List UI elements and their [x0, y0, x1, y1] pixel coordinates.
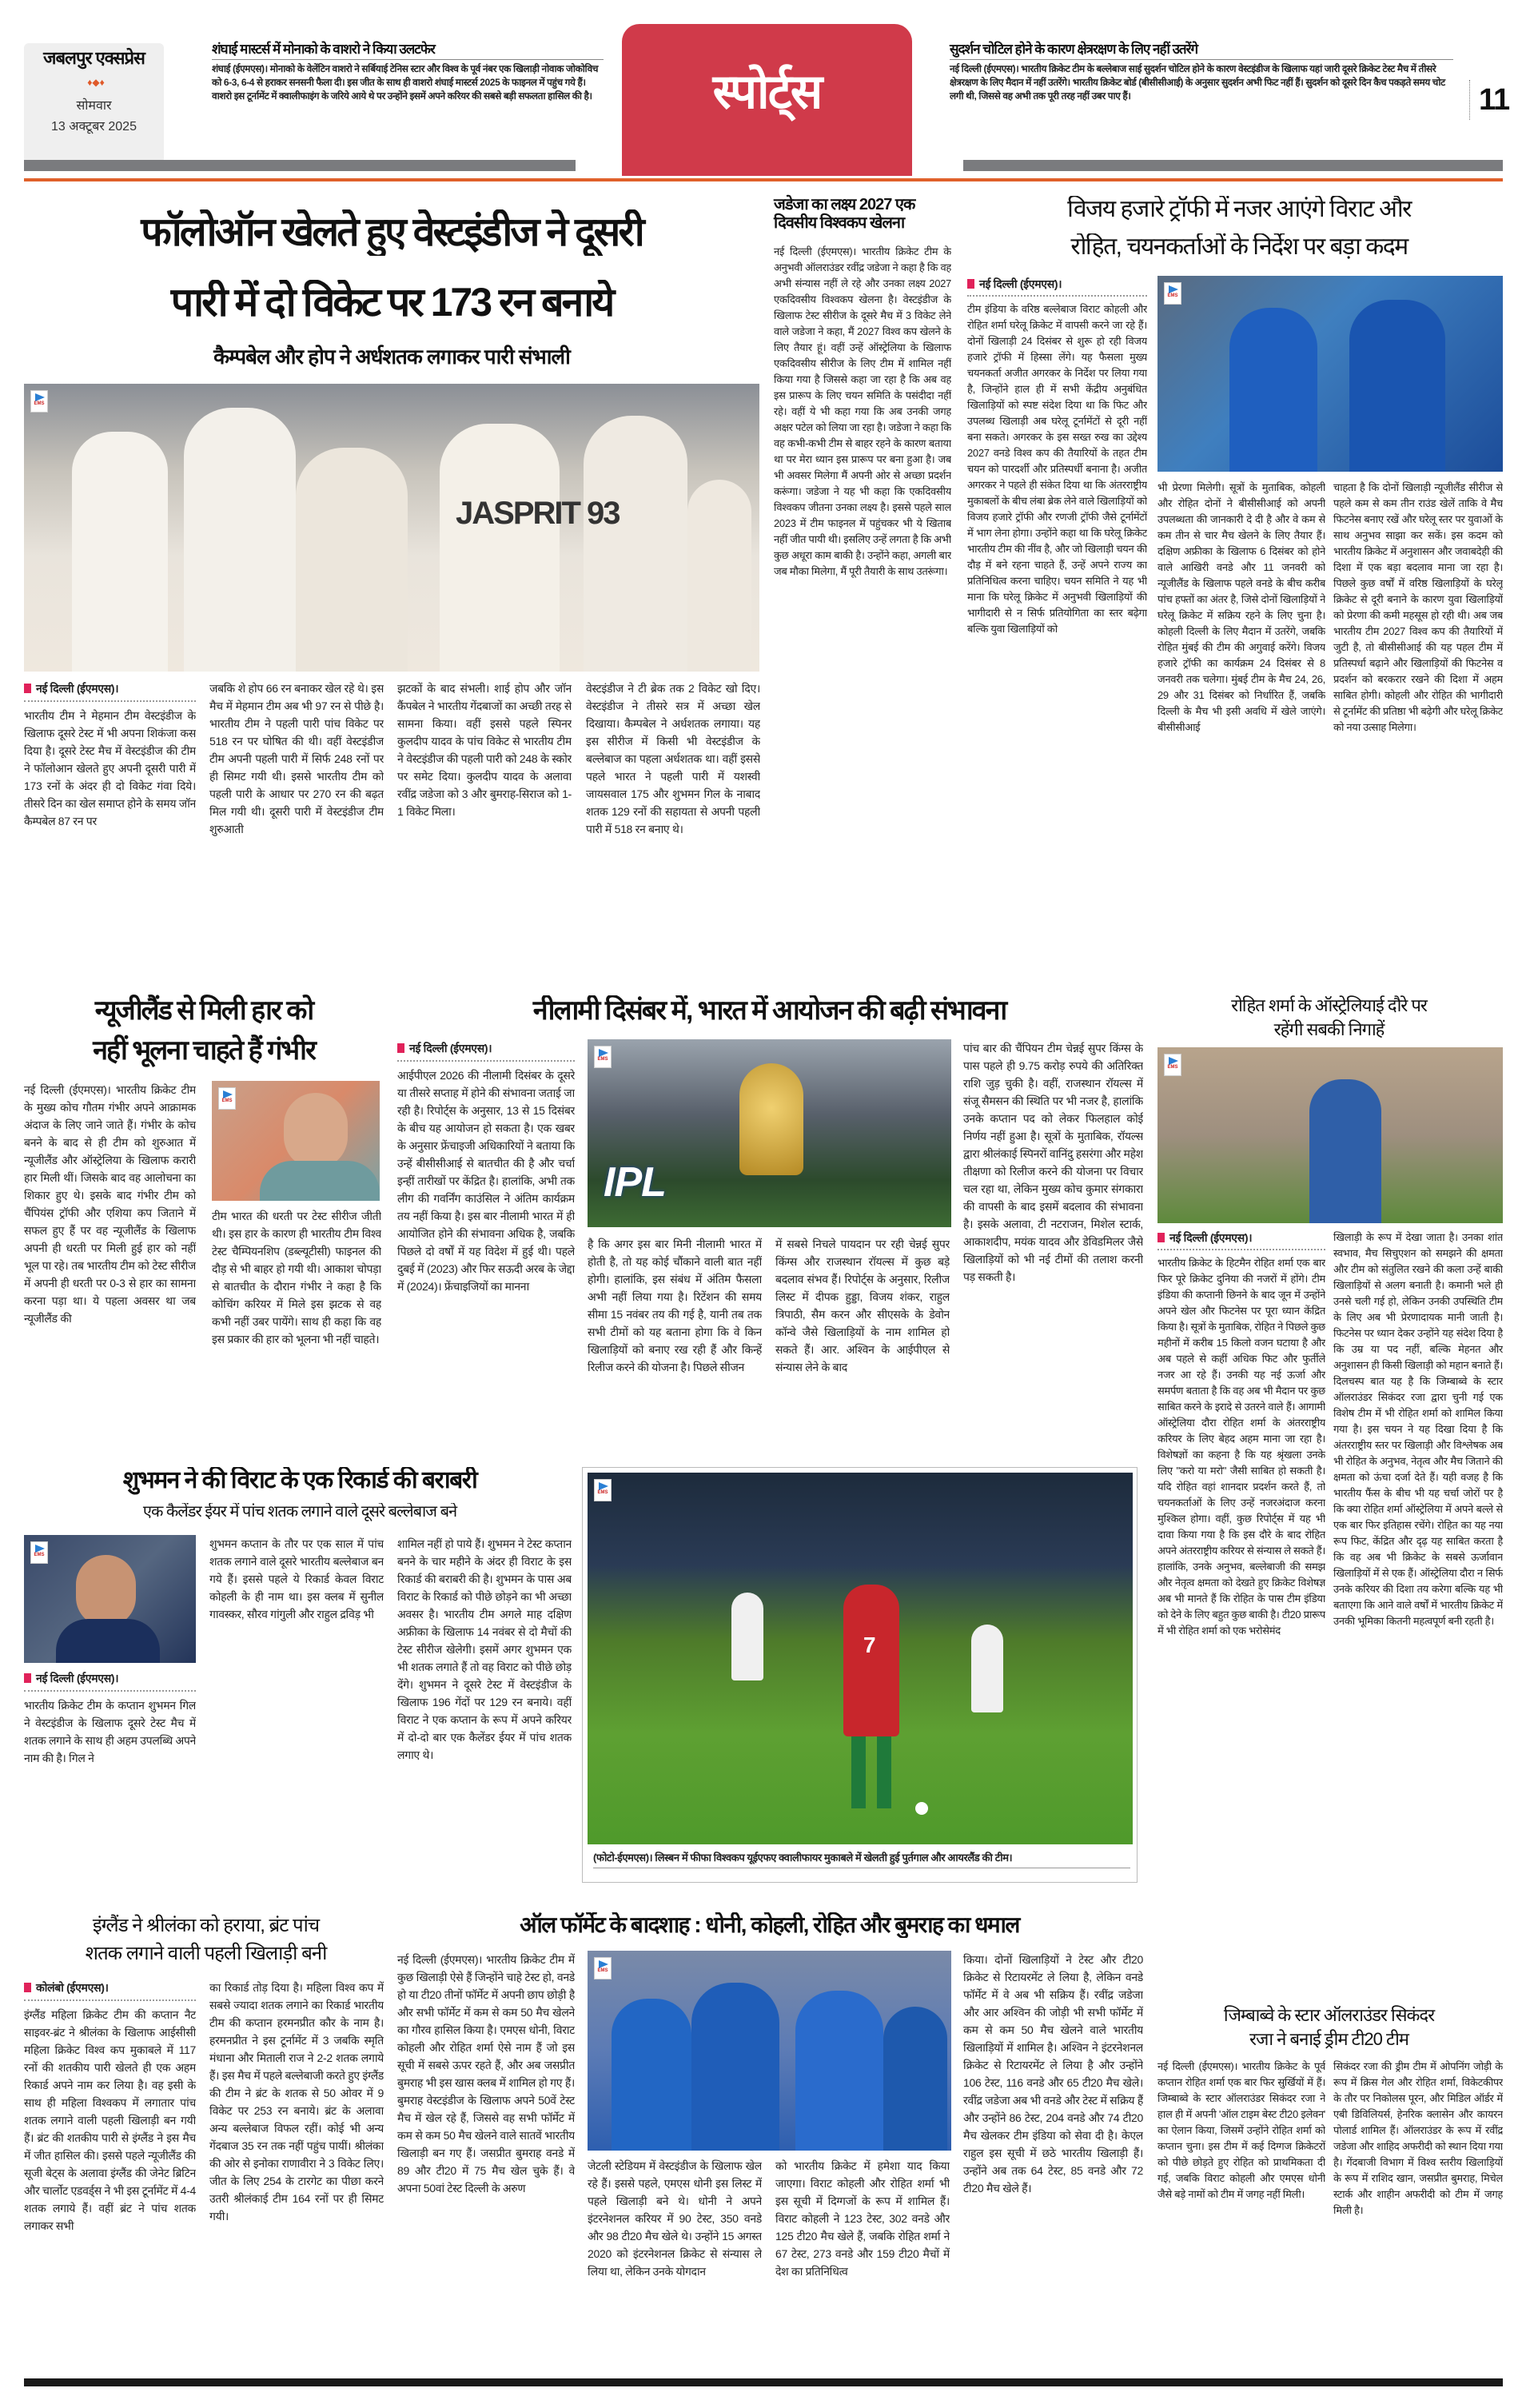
brunt-col-2: का रिकार्ड तोड़ दिया है। महिला विश्व कप में सबसे ज्यादा शतक लगाने का रिकार्ड भारतीय टीम की कप्तान हरमनप्रीत कौर के नाम है। हरमनप्रीत ने इस टूर्नामेंट में 3 जबकि स्मृति मंधाना और मिताली राज ने 2-2 शतक लगाये हैं। इस मैच में पहले बल्लेबाजी करते हुए इंग्लैंड की टीम ने ब्रंट के शतक से 50 ओवर में 9 विकेट पर 253 रन बनाये। ब्रंट के अलावा अन्य बल्लेबाज विफल रहीं। कोई भी अन्य गेंदबाज 35 रन तक नहीं पहुंच पायीं। श्रीलंका की ओर से इनोका राणावीरा ने 3 विकेट लिए। जीत के लिए 254 के टारगेट का पीछा करने उतरी श्रीलंकाई टीम 164 रनों पर ही सिमट गयी। [209, 1981, 384, 2223]
ems-logo-icon: EMS [30, 390, 48, 413]
page-number: 11 [1479, 83, 1510, 117]
brief-1 [212, 42, 604, 103]
raza-headline-line1: जिम्बाब्वे के स्टार ऑलराउंडर सिकंदर [1223, 2005, 1435, 2025]
raza-col-1: नई दिल्ली (ईएमएस)। भारतीय क्रिकेट के पूर्व कप्तान रोहित शर्मा एक बार फिर सुर्खियों में हैं। जिम्बाब्वे के स्टार ऑलराउंडर सिकंदर रजा ने हाल ही में अपनी 'ऑल टाइम बेस्ट टी20 इलेवन' का ऐलान किया, जिसमें उन्होंने रोहित शर्मा को कप्तान चुना। इस टीम में कई दिग्गज क्रिकेटरों को पीछे छोड़ते हुए रोहित को प्राथमिकता दी गई, जबकि विराट कोहली और एमएस धोनी जैसे बड़े नामों को टीम में जगह नहीं मिली। [1157, 2060, 1325, 2200]
vijay-photo-rohit-virat [1157, 276, 1503, 472]
dateline: नई दिल्ली (ईएमएस)। [24, 680, 196, 702]
brunt-headline-line2: शतक लगाने वाली पहली खिलाड़ी बनी [85, 1943, 327, 1964]
lead-headline-line1: फॉलोऑन खेलते हुए वेस्टइंडीज ने दूसरी [141, 209, 643, 254]
football-photo [588, 1473, 1133, 1844]
bullet-icon [397, 1043, 404, 1053]
bullet-icon [1157, 1233, 1165, 1242]
dateline: नई दिल्ली (ईएमएस)। [24, 1669, 196, 1692]
vijay-col-3: चाहता है कि दोनों खिलाड़ी न्यूजीलैंड सीरीज से पहले कम से कम तीन राउंड खेलें ताकि वे मैच फिटनेस बनाए रखें और घरेलू स्तर पर युवाओं के साथ अनुभव साझा कर सकें। इस कदम को भारतीय क्रिकेट में अनुशासन और जवाबदेही की दिशा में एक बड़ा बदलाव माना जा रहा है। पिछले कुछ वर्षों में वरिष्ठ खिलाड़ियों के घरेलू क्रिकेट से दूरी बनाने के कारण युवा खिलाड़ियों को प्रेरणा की कमी महसूस हो रही थी। अब जब भारतीय टीम 2027 विश्व कप की तैयारियों में जुटी है, तो बीसीसीआई की यह पहल टीम में प्रतिस्पर्धा बढ़ाने और खिलाड़ियों की फिटनेस व प्रदर्शन को बरकरार रखने की दिशा में अहम साबित होगी। कोहली और रोहित की भागीदारी से टूर्नामेंट की प्रतिष्ठा भी बढ़ेगी और घरेलू क्रिकेट को नया उत्साह मिलेगा। [1333, 481, 1503, 733]
dateline: कोलंबो (ईएमएस)। [24, 1979, 196, 2001]
page-divider [1469, 80, 1470, 120]
ipl-photo-trophy [588, 1039, 951, 1227]
story-text: इंग्लैंड महिला क्रिकेट टीम की कप्तान नैट साइवर-ब्रंट ने श्रीलंका के खिलाफ आईसीसी महिला क्रिकेट विश्व कप मुकाबले में 117 रनों की शतकीय पारी खेलते ही एक अहम रिकार्ड अपने नाम कर लिया है। वह इसी के साथ ही महिला विश्वकप में लगातार पांच शतक लगाने वाली पहली खिलाड़ी बन गयी हैं। ब्रंट की शतकीय पारी से इंग्लैंड ने इस मैच में जीत हासिल की। इससे पहले न्यूजीलैंड की सूजी बेट्स के अलावा इंग्लैंड की जेनेट ब्रिटिन और चार्लोट एडवर्ड्स ने भी इस टूर्नामेंट में 4-4 शतक लगाये हैं। वहीं ब्रंट ने पांच शतक लगाकर सभी [24, 2008, 196, 2232]
brief-body: शंघाई (ईएमएस)। मोनाको के वेलेंटिन वाशरो ने सर्बियाई टेनिस स्टार और विश्व के पूर्व नंबर एक खिलाड़ी नोवाक जोकोविच को 6-3, 6-4 से हराकर सनसनी फैला दी। इस जीत के साथ ही वाशरो शंघाई मास्टर्स 2025 के फाइनल में पहुंच गये हैं। वाशरो इस टूर्नामेंट में क्वालीफाइंग के जरिये आये थे पर उन्होंने इसमें अपने करियर की सबसे बड़ी सफलता हासिल की है। [212, 62, 599, 102]
lead-col-2: जबकि शे होप 66 रन बनाकर खेल रहे थे। इस मैच में मेहमान टीम अब भी 97 रन से पीछे है। भारतीय टीम ने पहली पारी पांच विकेट पर 518 रन पर घोषित की थी। वहीं वेस्टइंडीज टीम अपनी पहली पारी में सिर्फ 248 रनों पर ही सिमट गयी थी। इससे भारतीय टीम को पहली पारी के आधार पर 270 रन की बढ़त मिल गयी थी। दूसरी पारी में वेस्टइंडीज टीम शुरुआती [209, 682, 384, 835]
issue-date: 13 अक्टूबर 2025 [51, 120, 137, 134]
shubman-col-3: शामिल नहीं हो पाये हैं। शुभमन ने टेस्ट कप्तान बनने के चार महीने के अंदर ही विराट के इस रिकार्ड की बराबरी की है। शुभमन के पास अब विराट के रिकार्ड को पीछे छोड़ने का भी अच्छा अवसर है। भारतीय टीम अगले माह दक्षिण अफ्रीका के खिलाफ 14 नवंबर से दो मैचों की टेस्ट सीरीज खेलेगी। इसमें अगर शुभमन एक भी शतक लगाते हैं तो वह विराट को पीछे छोड़ देंगे। शुभमन ने दूसरे टेस्ट में वेस्टइंडीज के खिलाफ 196 गेंदों पर 129 रन बनाये। वहीं विराट ने एक कप्तान के रूप में अपने करियर में दो-दो बार एक कैलेंडर ईयर में पांच शतक लगाए थे। [397, 1537, 572, 1761]
gambhir-photo [212, 1081, 380, 1201]
raza-col-2: सिकंदर रजा की ड्रीम टीम में ओपनिंग जोड़ी के रूप में क्रिस गेल और रोहित शर्मा, विकेटकीपर के तौर पर निकोलस पूरन, और मिडिल ऑर्डर में एबी डिविलियर्स, हेनरिक क्लासेन और कायरन पोलार्ड शामिल हैं। ऑलराउंडर के रूप में रवींद्र जडेजा और शाहिद अफरीदी को स्थान दिया गया है। गेंदबाजी विभाग में विश्व स्तरीय खिलाड़ियों के रूप में राशिद खान, जसप्रीत बुमराह, मिचेल स्टार्क और शाहीन अफरीदी को टीम में जगह मिली है। [1333, 2060, 1503, 2216]
story-text: भारतीय क्रिकेट के हिटमैन रोहित शर्मा एक बार फिर पूरे क्रिकेट दुनिया की नजरों में होंगे। टीम इंडिया की कप्तानी छिनने के बाद जून में उन्होंने अपने खेल और फिटनेस पर पूरा ध्यान केंद्रित किया है। सूत्रों के मुताबिक, रोहित ने पिछले कुछ महीनों में करीब 15 किलो वजन घटाया है और अब पहले से कहीं अधिक फिट और फुर्तीले नजर आ रहे हैं। उनकी यह नई ऊर्जा और समर्पण बताता है कि वह अब भी मैदान पर कुछ साबित करने के इरादे से उतरने वाले हैं। आगामी ऑस्ट्रेलिया दौरा रोहित शर्मा के अंतरराष्ट्रीय करियर के लिए बेहद अहम माना जा रहा है। विशेषज्ञों का कहना है कि यह श्रृंखला उनके लिए "करो या मरो" जैसी साबित हो सकती है। यदि रोहित वहां शानदार प्रदर्शन करते हैं, तो चयनकर्ताओं के लिए उन्हें नजरअंदाज करना मुश्किल होगा। वहीं, कुछ रिपोर्ट्स में यह भी दावा किया गया है कि इस दौरे के बाद रोहित अपने अंतरराष्ट्रीय करियर से संन्यास ले सकते हैं। हालांकि, उनके अनुभव, बल्लेबाजी की समझ और नेतृत्व क्षमता को देखते हुए क्रिकेट विशेषज्ञ अब भी मानते हैं कि रोहित के पास टीम इंडिया को देने के लिए बहुत कुछ बाकी है। टी20 प्रारूप में भी रोहित शर्मा को एक भरोसेमंद [1157, 1257, 1325, 1637]
jadeja-body: नई दिल्ली (ईएमएस)। भारतीय क्रिकेट टीम के अनुभवी ऑलराउंडर रवींद्र जडेजा ने कहा है कि वह अभी संन्यास नहीं ले रहे और उनका लक्ष्य 2027 एकदिवसीय विश्वकप खेलना है। वेस्टइंडीज के खिलाफ टेस्ट सीरीज के दूसरे मैच में 3 विकेट लेने वाले जडेजा ने कहा, मैं 2027 विश्व कप खेलने के लिए तैयार हूं। वहीं उन्हें ऑस्ट्रेलिया के खिलाफ एकदिवसीय सीरीज के लिए टीम में शामिल नहीं किया गया है जिससे कहा जा रहा है कि अब वह इस प्रारूप के लिए चयन समिति के पसंदीदा नहीं रहे। वहीं ये भी कहा गया कि अब उनकी जगह अक्षर पटेल को लिया जा रहा है। जडेजा ने कहा कि वह कभी-कभी टीम से बाहर रहने के कारण बताया था पर मेरा ध्यान इस प्रारूप पर बना हुआ है। जब भी अवसर मिलेगा मैं अपनी ओर से अच्छा प्रदर्शन करूंगा। जडेजा ने यह भी कहा कि एकदिवसीय विश्वकप जीतना उनका लक्ष्य है। इससे पहले साल 2023 में टीम फाइनल में पहुंचकर भी ये खिताब नहीं जीत पायी थी। इसलिए उन्हें लगता है कि अभी कुछ अधूरा काम बाकी है। उन्होंने कहा, अगली बार जब मौका मिलेगा, मैं पूरी तैयारी के साथ उतरूंगा। [774, 245, 951, 577]
lead-headline-line2: पारी में दो विकेट पर 173 रन बनाये [170, 280, 613, 325]
ipl-col-4: पांच बार की चैंपियन टीम चेन्नई सुपर किंग्स के पास पहले ही 9.75 करोड़ रुपये की अतिरिक्त राशि जुड़ चुकी है। वहीं, राजस्थान रॉयल्स में संजू सैमसन की स्थिति पर भी नजर है, हालांकि उनके कप्तान पद को लेकर फिलहाल कोई निर्णय नहीं हुआ है। सूत्रों के मुताबिक, रॉयल्स द्वारा श्रीलंकाई स्पिनरों वानिंदु हसरंगा और महेश तीक्षणा को रिलीज करने की योजना पर विचार चल रहा था, लेकिन मुख्य कोच कुमार संगकारा की वापसी के बाद इसमें बदलाव की संभावना है। इसके अलावा, टी नटराजन, मिशेल स्टार्क, आकाशदीप, मयंक यादव और डेविडमिलर जैसे खिलाड़ियों को भी नई टीमों की तलाश करनी पड़ सकती है। [963, 1042, 1143, 1283]
vijay-headline-line1: विजय हजारे ट्रॉफी में नजर आएंगे विराट और [1067, 196, 1411, 222]
brief-2 [950, 42, 1453, 103]
rohit-headline-line2: रहेंगी सबकी निगाहें [1273, 1019, 1385, 1039]
bullet-icon [24, 1983, 31, 1992]
issue-day: सोमवार [76, 99, 112, 113]
ems-logo-icon: EMS [594, 1046, 612, 1068]
ems-logo-icon: EMS [1164, 1054, 1181, 1076]
ems-logo-icon: EMS [594, 1957, 612, 1979]
paper-name: जबलपुर एक्सप्रेस [43, 48, 145, 68]
jersey-text: JASPRIT 93 [456, 496, 620, 531]
raza-headline-line2: रजा ने बनाई ड्रीम टी20 टीम [1249, 2029, 1408, 2049]
all-format-col-1: नई दिल्ली (ईएमएस)। भारतीय क्रिकेट टीम में कुछ खिलाड़ी ऐसे हैं जिन्होंने चाहे टेस्ट हो, वनडे हो या टी20 तीनों फॉर्मेट में अपनी छाप छोड़ी है और सभी फॉर्मेट में कम से कम 50 मैच खेलने का गौरव हासिल किया है। एमएस धोनी, विराट कोहली और रोहित शर्मा ऐसे नाम हैं जो इस सूची में सबसे ऊपर रहते हैं, और अब जसप्रीत बुमराह भी इस खास क्लब में शामिल हो गए हैं। बुमराह वेस्टइंडीज के खिलाफ अपने 50वें टेस्ट मैच में खेल रहे हैं, जिससे वह सभी फॉर्मेट में कम से कम 50 मैच खेलने वाले सातवें भारतीय खिलाड़ी बन गए हैं। जसप्रीत बुमराह वनडे में 89 और टी20 में 75 मैच खेल चुके हैं। वे अपना 50वां टेस्ट दिल्ली के अरुण [397, 1953, 575, 2195]
jersey-number: 7 [863, 1633, 875, 1657]
shubman-col-2: शुभमन कप्तान के तौर पर एक साल में पांच शतक लगाने वाले दूसरे भारतीय बल्लेबाज बन गये हैं। इससे पहले ये रिकार्ड केवल विराट कोहली के ही नाम था। इस क्लब में सुनील गावस्कर, सौरव गांगुली और राहुल द्रविड़ भी [209, 1537, 384, 1621]
story-text: आईपीएल 2026 की नीलामी दिसंबर के दूसरे या तीसरे सप्ताह में होने की संभावना जताई जा रही है। रिपोर्ट्स के अनुसार, 13 से 15 दिसंबर के बीच यह आयोजन हो सकता है। एक खबर के अनुसार फ्रेंचाइजी अधिकारियों ने बताया कि उन्हें बीसीसीआई से बातचीत की है और चर्चा इन्हीं तारीखों पर केंद्रित है। हालांकि, अभी तक लीग की गवर्निंग काउंसिल ने अंतिम कार्यक्रम तय नहीं किया है। इस बार नीलामी भारत में ही आयोजित होने की संभावना अधिक है, जबकि पिछले दो वर्षों में यह विदेश में हुई थी। पहले दुबई में (2023) और फिर सऊदी अरब के जेद्दा में (2024)। फ्रेंचाइजियों का मानना [397, 1069, 575, 1293]
gambhir-col-2: टीम भारत की धरती पर टेस्ट सीरीज जीती थी। इस हार के कारण ही भारतीय टीम विश्व टेस्ट चैम्पियनशिप (डब्ल्यूटीसी) फाइनल की दौड़ से भी बाहर हो गयी थी। आकाश चोपड़ा से बातचीत के दौरान गंभीर ने कहा है कि कोचिंग करियर में मिले इस झटक से वह कभी नहीं उबर पायेंगे। साथ ही कहा कि वह इस प्रकार की हार को भूलना भी नहीं चाहते। [212, 1210, 381, 1346]
story-text: टीम इंडिया के वरिष्ठ बल्लेबाज विराट कोहली और रोहित शर्मा घरेलू क्रिकेट में वापसी करने जा रहे हैं। दोनों खिलाड़ी 24 दिसंबर से शुरू हो रही विजय हजारे ट्रॉफी में हिस्सा लेंगे। यह फैसला मुख्य चयनकर्ता अजीत अगरकर के निर्देश पर लिया गया है, जिन्होंने हाल ही में सभी केंद्रीय अनुबंधित खिलाड़ियों को स्पष्ट संदेश दिया था कि फिट और उपलब्ध खिलाड़ी अब घरेलू टूर्नामेंटों से दूरी नहीं बना सकते। अगरकर के इस सख्त रुख का उद्देश्य 2027 वनडे विश्व कप की तैयारियों के तहत टीम चयन को पारदर्शी और प्रतिस्पर्धी बनाना है। अजीत अगरकर ने पहले ही संकेत दिया था कि अंतरराष्ट्रीय मुकाबलों के बीच लंबा ब्रेक लेने वाले खिलाड़ियों को विजय हजारे ट्रॉफी और रणजी ट्रॉफी जैसे टूर्नामेंटों में भाग लेना होगा। उन्होंने कहा था कि घरेलू क्रिकेट भारतीय टीम की नींव है, और जो खिलाड़ी चयन की दौड़ में बने रहना चाहते हैं, उन्हें अपने राज्य का प्रतिनिधित्व करना चाहिए। चयन समिति ने यह भी माना कि घरेलू क्रिकेट में अनुभवी खिलाड़ियों की भागीदारी से न सिर्फ प्रतियोगिता का स्तर बढ़ेगा बल्कि युवा खिलाड़ियों को [967, 303, 1147, 635]
ipl-logo: IPL [604, 1159, 666, 1206]
brunt-col-1 [24, 1979, 196, 2370]
dateline: नई दिल्ली (ईएमएस)। [397, 1039, 575, 1062]
rohit-headline-line1: रोहित शर्मा के ऑस्ट्रेलियाई दौरे पर [1231, 995, 1427, 1015]
lead-col-4: वेस्टइंडीज ने टी ब्रेक तक 2 विकेट खो दिए। वेस्टइंडीज ने तीसरे सत्र में अच्छा खेल दिखाया। कैम्पबेल ने अर्धशतक लगाया। यह इस सीरीज में किसी भी वेस्टइंडीज के बल्लेबाज का पहला अर्धशतक था। वहीं इससे पहले भारत ने पहली पारी में यशस्वी जायसवाल 175 और शुभमन गिल के नाबाद शतक 129 रनों की सहायता से अपनी पहली पारी में 518 रन बनाए थे। [586, 682, 760, 835]
vijay-headline-line2: रोहित, चयनकर्ताओं के निर्देश पर बड़ा कदम [1070, 233, 1408, 260]
rohit-col-2: खिलाड़ी के रूप में देखा जाता है। उनका शांत स्वभाव, मैच सिचुएशन को समझने की क्षमता और टीम को संतुलित रखने की कला उन्हें बाकी खिलाड़ियों से अलग बनाती है। कमानी भले ही उनसे चली गई हो, लेकिन उनकी उपस्थिति टीम के लिए अब भी प्रेरणादायक मानी जाती है। फिटनेस पर ध्यान देकर उन्होंने यह संदेश दिया है कि उम्र या पद नहीं, बल्कि मेहनत और अनुशासन ही किसी खिलाड़ी को महान बनाते हैं। दिलचस्प बात यह है कि जिम्बाब्वे के स्टार ऑलराउंडर सिकंदर रजा द्वारा चुनी गई एक विशेष टीम में भी रोहित शर्मा को शामिल किया गया है। इस चयन ने यह दिखा दिया है कि अंतरराष्ट्रीय स्तर पर खिलाड़ी और विश्लेषक अब भी रोहित के अनुभव, नेतृत्व और मैच जिताने की क्षमता को ऊंचा दर्जा देते हैं। यही वजह है कि भारतीय फैंस के बीच भी यह चर्चा जोरों पर है कि क्या रोहित शर्मा ऑस्ट्रेलिया में अपने बल्ले से एक बार फिर इतिहास रचेंगे। रोहित का यह नया रूप फिट, केंद्रित और दृढ़ यह साबित करता है कि वह अब भी क्रिकेट के सबसे ऊर्जावान खिलाड़ियों में से एक हैं। ऑस्ट्रेलिया दौरा न सिर्फ उनके करियर की दिशा तय करेगा बल्कि यह भी बताएगा कि आने वाले वर्षों में भारतीय क्रिकेट में उनकी भूमिका कितनी महत्वपूर्ण बनी रहती है। [1333, 1231, 1503, 1627]
lead-subhead: कैम्पबेल और होप ने अर्धशतक लगाकर पारी संभाली [213, 345, 570, 369]
ems-logo-icon: EMS [30, 1541, 48, 1564]
brief-headline: शंघाई मास्टर्स में मोनाको के वाशरो ने किया उलटफेर [212, 42, 604, 60]
diamond-ornament-icon: ♦◆♦ [87, 77, 105, 88]
rohit-photo [1157, 1047, 1503, 1223]
shubman-headline: शुभमन ने की विराट के एक रिकार्ड की बराबरी [122, 1467, 477, 1493]
grey-bar-right [963, 160, 1503, 171]
ipl-col-3: में सबसे निचले पायदान पर रही चेन्नई सुपर किंग्स और राजस्थान रॉयल्स में कुछ बड़े बदलाव संभव हैं। रिपोर्ट्स के अनुसार, रिलीज लिस्ट में दीपक हुड्डा, विजय शंकर, राहुल त्रिपाठी, सैम करन और सीएसके के डेवोन कॉन्वे जैसे खिलाड़ियों के नाम शामिल हो सकते हैं। आर. अश्विन के आईपीएल से संन्यास लेने के बाद [775, 1238, 950, 1373]
gambhir-col-1: नई दिल्ली (ईएमएस)। भारतीय क्रिकेट टीम के मुख्य कोच गौतम गंभीर अपने आक्रामक अंदाज के लिए जाने जाते हैं। गंभीर के कोच बनने के बाद से ही टीम को शुरुआत में न्यूजीलैंड और ऑस्ट्रेलिया के खिलाफ करारी हार मिली थीं। जिसके बाद वह आलोचना का शिकार हुए थे। इसके बाद गंभीर टीम को चैंपियंस ट्रॉफी और एशिया कप जिताने में सफल हुए हैं पर वह न्यूजीलैंड के खिलाफ अपनी ही धरती पर मिली हुई हार को नहीं भूल पा रहे। तब भारतीय टीम को टेस्ट सीरीज में अपनी ही धरती पर 0-3 से हार का सामना करना पड़ा था। ये पहला अवसर था जब न्यूजीलैंड की [24, 1083, 196, 1325]
story-text: भारतीय क्रिकेट टीम के कप्तान शुभमन गिल ने वेस्टइंडीज के खिलाफ दूसरे टेस्ट मैच में शतक लगाने के साथ ही अहम उपलब्धि अपने नाम की है। गिल ने [24, 1699, 196, 1764]
dateline: नई दिल्ली (ईएमएस)। [967, 276, 1147, 297]
story-text: भारतीय टीम ने मेहमान टीम वेस्टइंडीज के खिलाफ दूसरे टेस्ट में भी अपना शिकंजा कस दिया है। दूसरे टेस्ट मैच में वेस्टइंडीज की टीम ने फॉलोआन खेलते हुए अपनी दूसरी पारी में 173 रनों के अंदर ही दो विकेट गंवा दिये। तीसरे दिन का खेल समाप्त होने के समय जॉन कैम्पबेल 87 रन पर [24, 709, 196, 827]
footer-rule [24, 2378, 1503, 2386]
bullet-icon [967, 279, 974, 289]
vijay-col-2: भी प्रेरणा मिलेगी। सूत्रों के मुताबिक, कोहली और रोहित दोनों ने बीसीसीआई को अपनी उपलब्धता की जानकारी दे दी है और वे कम से कम तीन से चार मैच खेलने के लिए तैयार हैं। दक्षिण अफ्रीका के खिलाफ 6 दिसंबर को होने वाले आखिरी वनडे और 11 जनवरी को न्यूजीलैंड के खिलाफ पहले वनडे के बीच करीब पांच हफ्तों का अंतर है, जिसे दोनों खिलाड़ियों ने घरेलू क्रिकेट में सक्रिय रहने के लिए चुना है। कोहली दिल्ली के लिए मैदान में उतरेंगे, जबकि रोहित मुंबई की टीम की अगुवाई करेंगे। विजय हजारे ट्रॉफी का कार्यक्रम 24 दिसंबर से 8 जनवरी तक चलेगा। मुंबई टीम के मैच 24, 26, 29 और 31 दिसंबर को निर्धारित हैं, जबकि दिल्ली के मैच भी इसी अवधि में खेले जाएंगे। बीसीसीआई [1157, 481, 1325, 733]
lead-photo-team-huddle [24, 384, 759, 672]
shubman-photo [24, 1535, 196, 1663]
gambhir-headline-line1: न्यूजीलैंड से मिली हार को [94, 995, 313, 1026]
vijay-col-1 [967, 276, 1147, 983]
lead-col-3: झटकों के बाद संभली। शाई होप और जॉन कैंपबेल ने भारतीय गेंदबाजों का अच्छी तरह से सामना किया। वहीं इससे पहले स्पिनर कुलदीप यादव के पांच विकेट से भारतीय टीम ने वेस्टइंडीज की पहली पारी को 248 के स्कोर पर समेट दिया। कुलदीप यादव के अलावा रवींद्र जडेजा को 3 और बुमराह-सिराज को 1-1 विकेट मिला। [397, 682, 572, 818]
brief-body: नई दिल्ली (ईएमएस)। भारतीय क्रिकेट टीम के बल्लेबाज साई सुदर्शन चोटिल होने के कारण वेस्टइंडीज के खिलाफ यहां जारी दूसरे क्रिकेट टेस्ट मैच में तीसरे क्षेत्ररक्षण के लिए मैदान में नहीं उतरेंगे। भारतीय क्रिकेट बोर्ड (बीसीसीआई) के अनुसार सुदर्शन अभी फिट नहीं हैं। सुदर्शन को दूसरे दिन कैच पकड़ते समय चोट लगी थी, जिससे वह अभी तक पूरी तरह नहीं उबर पाए हैं। [950, 62, 1445, 102]
brief-headline: सुदर्शन चोटिल होने के कारण क्षेत्ररक्षण के लिए नहीं उतरेंगे [950, 42, 1453, 60]
rohit-col-1 [1157, 1230, 1325, 1997]
grey-bar-left [24, 160, 576, 171]
ems-logo-icon: EMS [218, 1087, 236, 1110]
lead-col-1 [24, 680, 196, 983]
ipl-headline: नीलामी दिसंबर में, भारत में आयोजन की बढ़ी संभावना [532, 995, 1006, 1026]
brunt-headline-line1: इंग्लैंड ने श्रीलंका को हराया, ब्रंट पांच [92, 1915, 320, 1936]
all-format-col-4: किया। दोनों खिलाड़ियों ने टेस्ट और टी20 क्रिकेट से रिटायरमेंट ले लिया है, लेकिन वनडे फॉर्मेट में वे अब भी सक्रिय हैं। रवींद्र जडेजा और आर अश्विन की जोड़ी भी सभी फॉर्मेट में कम से कम 50 मैच खेलने वाले भारतीय खिलाड़ियों में शामिल है। अश्विन ने इंटरनेशनल क्रिकेट से रिटायरमेंट ले लिया है और उन्होंने 106 टेस्ट, 116 वनडे और 65 टी20 मैच खेले। रवींद्र जडेजा अब भी वनडे और टेस्ट में सक्रिय हैं और उन्होंने 86 टेस्ट, 204 वनडे और 74 टी20 मैच खेलकर टीम इंडिया को सेवा दी है। केएल राहुल इस सूची में छठे भारतीय खिलाड़ी हैं। उन्होंने अब तक 64 टेस्ट, 85 वनडे और 72 टी20 मैच खेले हैं। [963, 1953, 1143, 2195]
ems-logo-icon: EMS [594, 1479, 612, 1501]
header-rule [24, 178, 1503, 181]
all-format-headline: ऑल फॉर्मेट के बादशाह : धोनी, कोहली, रोहित और बुमराह का धमाल [520, 1912, 1019, 1937]
all-format-col-3: को भारतीय क्रिकेट में हमेशा याद किया जाएगा। विराट कोहली और रोहित शर्मा भी इस सूची में दिग्गजों के रूप में शामिल हैं। विराट कोहली ने 123 टेस्ट, 302 वनडे और 125 टी20 मैच खेले हैं, जबकि रोहित शर्मा ने 67 टेस्ट, 273 वनडे और 159 टी20 मैचों में देश का प्रतिनिधित्व [775, 2159, 950, 2278]
ipl-col-2: है कि अगर इस बार मिनी नीलामी भारत में होती है, तो यह कोई चौंकाने वाली बात नहीं होगी। हालांकि, इस संबंध में अंतिम फैसला अभी नहीं लिया गया है। रिटेंशन की समय सीमा 15 नवंबर तय की गई है, यानी तब तक सभी टीमों को यह बताना होगा कि वे किन खिलाड़ियों को बनाए रख रही हैं और किन्हें रिलीज करने की योजना है। पिछले सीजन [588, 1238, 762, 1373]
jadeja-headline: जडेजा का लक्ष्य 2027 एक दिवसीय विश्वकप खेलना [774, 196, 915, 232]
gambhir-headline-line2: नहीं भूलना चाहते हैं गंभीर [93, 1035, 315, 1066]
shubman-subhead: एक कैलेंडर ईयर में पांच शतक लगाने वाले दूसरे बल्लेबाज बने [142, 1503, 457, 1521]
bullet-icon [24, 684, 31, 693]
all-format-photo [588, 1951, 951, 2151]
ems-logo-icon: EMS [1164, 282, 1181, 305]
all-format-col-2: जेटली स्टेडियम में वेस्टइंडीज के खिलाफ खेल रहे हैं। इससे पहले, एमएस धोनी इस लिस्ट में पहले खिलाड़ी बने थे। धोनी ने अपने इंटरनेशनल करियर में 90 टेस्ट, 350 वनडे और 98 टी20 मैच खेले थे। उन्होंने 15 अगस्त 2020 को इंटरनेशनल क्रिकेट से संन्यास ले लिया था, लेकिन उनके योगदान [588, 2159, 762, 2278]
ipl-col-1 [397, 1039, 575, 1455]
shubman-col-1 [24, 1669, 196, 1901]
section-title: स्पोर्ट्स [712, 65, 822, 118]
bullet-icon [24, 1673, 31, 1683]
dateline: नई दिल्ली (ईएमएस)। [1157, 1230, 1325, 1250]
football-caption: (फोटो-ईएमएस)। लिस्बन में फीफा विश्वकप यूईएफए क्वालीफायर मुकाबले में खेलती हुई पुर्तगाल और आयरलैंड की टीम। [593, 1848, 1130, 1868]
